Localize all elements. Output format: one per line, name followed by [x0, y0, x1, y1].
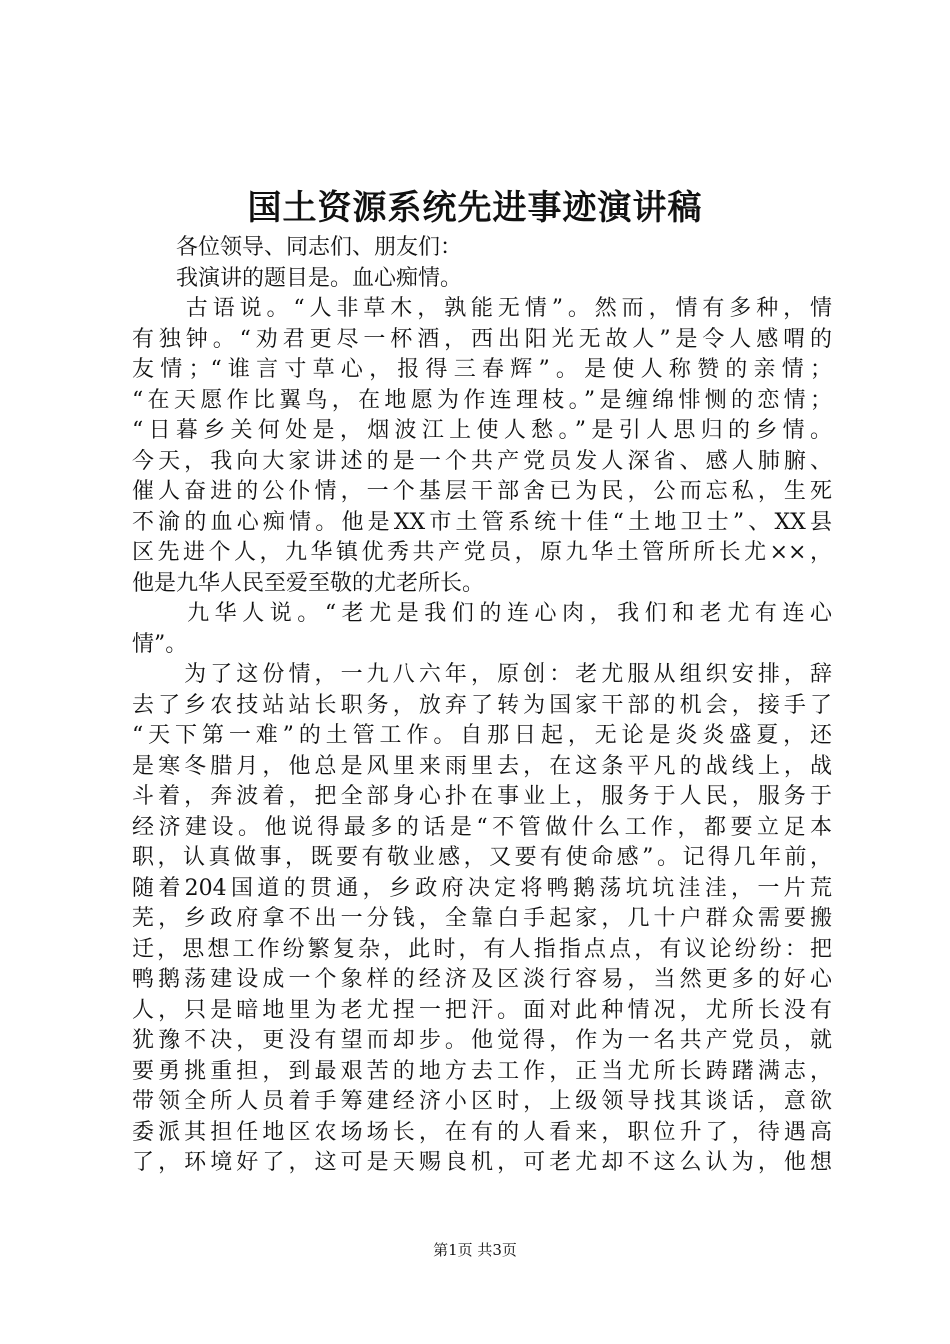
text-line: 是寒冬腊月，他总是风里来雨里去，在这条平凡的战线上，战	[132, 753, 832, 779]
text-line: 委派其担任地区农场场长，在有的人看来，职位升了，待遇高	[132, 1119, 832, 1145]
text-line: 今天，我向大家讲述的是一个共产党员发人深省、感人肺腑、	[132, 448, 832, 474]
text-line: 九华人说。“老尤是我们的连心肉，我们和老尤有连心	[132, 601, 832, 626]
text-line: “天下第一难”的土管工作。自那日起，无论是炎炎盛夏，还	[132, 723, 832, 748]
text-line: 要勇挑重担，到最艰苦的地方去工作，正当尤所长踌躇满志，	[132, 1058, 832, 1084]
text-line: 随着204国道的贯通，乡政府决定将鸭鹅荡坑坑洼洼，一片荒	[132, 875, 832, 901]
text-line: 斗着，奔波着，把全部身心扑在事业上，服务于人民，服务于	[132, 784, 832, 809]
text-line: 去了乡农技站站长职务，放弃了转为国家干部的机会，接手了	[132, 692, 832, 718]
text-line: 迁，思想工作纷繁复杂，此时，有人指指点点，有议论纷纷：把	[132, 936, 832, 962]
text-line: “日暮乡关何处是，烟波江上使人愁。”是引人思归的乡情。	[132, 418, 832, 443]
text-line: 他是九华人民至爱至敬的尤老所长。	[132, 570, 485, 596]
text-line: 职，认真做事，既要有敬业感，又要有使命感”。记得几年前，	[132, 845, 832, 870]
text-line: 各位领导、同志们、朋友们：	[132, 235, 463, 260]
text-line: 带领全所人员着手筹建经济小区时，上级领导找其谈话，意欲	[132, 1089, 832, 1114]
text-line: 经济建设。他说得最多的话是“不管做什么工作，都要立足本	[132, 814, 832, 840]
document-title: 国土资源系统先进事迹演讲稿	[247, 188, 703, 228]
page-footer: 第1页 共3页	[433, 1241, 517, 1259]
text-line: 不渝的血心痴情。他是XX市土管系统十佳“土地卫士”、XX县	[132, 509, 832, 535]
text-line: 情”。	[132, 631, 188, 657]
text-line: 人，只是暗地里为老尤捏一把汗。面对此种情况，尤所长没有	[132, 997, 832, 1023]
text-line: “在天愿作比翼鸟，在地愿为作连理枝。”是缠绵悱恻的恋情；	[132, 387, 832, 413]
text-line: 犹豫不决，更没有望而却步。他觉得，作为一名共产党员，就	[132, 1028, 832, 1053]
text-line: 芜，乡政府拿不出一分钱，全靠白手起家，几十户群众需要搬	[132, 906, 832, 931]
text-line: 催人奋进的公仆情，一个基层干部舍已为民，公而忘私，生死	[132, 479, 832, 504]
text-line: 有独钟。“劝君更尽一杯酒，西出阳光无故人”是令人感喟的	[132, 326, 832, 352]
text-line: 友情；“谁言寸草心，报得三春辉”。是使人称赞的亲情；	[132, 357, 832, 382]
text-line: 鸭鹅荡建设成一个象样的经济及区淡行容易，当然更多的好心	[132, 967, 832, 992]
text-line: 区先进个人，九华镇优秀共产党员，原九华土管所所长尤××，	[132, 540, 832, 565]
text-line: 为了这份情，一九八六年，原创：老尤服从组织安排，辞	[132, 662, 832, 687]
text-line: 了，环境好了，这可是天赐良机，可老尤却不这么认为，他想	[132, 1150, 832, 1175]
text-line: 我演讲的题目是。血心痴情。	[132, 265, 463, 291]
document-body	[132, 233, 832, 1179]
text-line: 古语说。“人非草木，孰能无情”。然而，情有多种，情	[132, 296, 832, 321]
